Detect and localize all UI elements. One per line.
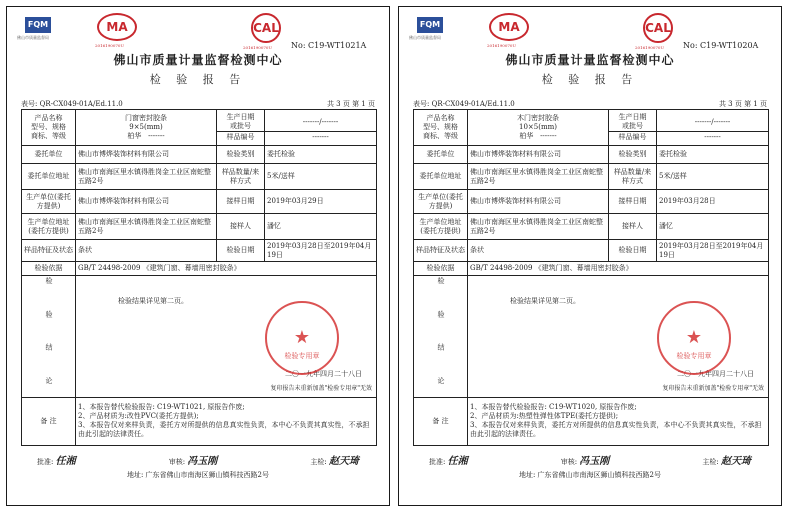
remarks-cell (468, 397, 769, 445)
fqm-logo: FQM (417, 17, 443, 33)
feature-label: 样品特征及状态 (414, 240, 468, 262)
prod-date: -------/------- (302, 118, 339, 126)
maker: 佛山市博烨装饰材料有限公司 (468, 190, 609, 214)
client-addr: 佛山市南海区里水镇得胜岗金工业区南蛇整五路2号 (468, 164, 609, 190)
test-date-label: 检验日期 (609, 240, 657, 262)
remark-item: 2、产品材质为:热塑性弹性体TPE(委托方提供); (470, 412, 619, 421)
remark-label: 备 注 (414, 397, 468, 445)
prod-date: -------/------- (694, 118, 731, 126)
center-address: 地址: 广东省佛山市南海区狮山镇科技西路2号 (518, 471, 662, 479)
test-date-label: 检验日期 (217, 240, 265, 262)
report-meta (413, 99, 767, 109)
qty: 5米/送样 (657, 164, 769, 190)
product-name: 木门密封胶条 (517, 114, 559, 122)
prod-date-label-cell (609, 110, 657, 146)
remark-item: 3、本报告仅对来样负责，委托方对所提供的信息真实性负责，本中心不负责其真实性，不承担由此引起的法律责任。 (470, 421, 762, 439)
fqm-caption: 佛山市质量监督局 (409, 35, 441, 40)
sample-no-label: 样品编号 (609, 131, 656, 142)
prod-date-label: 生产日期 (618, 113, 647, 121)
feature-label: 样品特征及状态 (22, 240, 76, 262)
cma-logo: MA (97, 13, 137, 41)
report-meta (21, 99, 375, 109)
maker-addr-label: 生产单位地址(委托方提供) (22, 214, 76, 240)
brand-label: 商标、等级 (423, 132, 458, 140)
maker-addr: 佛山市南海区里水镇得胜岗金工业区南蛇整五路2号 (468, 214, 609, 240)
cal-logo: CAL (251, 13, 281, 43)
maker-addr: 佛山市南海区里水镇得胜岗金工业区南蛇整五路2号 (76, 214, 217, 240)
report-header (7, 7, 389, 99)
feature: 条状 (468, 240, 609, 262)
basis-label: 检验依据 (414, 262, 468, 276)
receiver-label: 接样人 (609, 214, 657, 240)
report-table (21, 109, 377, 446)
cma-logo: MA (489, 13, 529, 41)
remarks-list (78, 403, 374, 439)
checker-signature: 冯玉刚 (187, 456, 218, 467)
recv-date: 2019年03月29日 (265, 190, 377, 214)
conclusion: 检验结果详见第二页。 (510, 297, 580, 305)
client: 佛山市博烨装饰材料有限公司 (468, 146, 609, 164)
product-name-label: 产品名称 (426, 114, 455, 122)
maker-label: 生产单位(委托方提供) (22, 190, 76, 214)
conclusion-cell (468, 276, 769, 398)
approver-block (429, 452, 468, 467)
page-info: 共 3 页 第 1 页 (326, 100, 375, 108)
basis: GB/T 24498-2009 《建筑门窗、幕墙用密封胶条》 (76, 262, 377, 276)
product-value-cell (76, 110, 217, 146)
maker-signature: 赵天琦 (721, 456, 751, 467)
maker-sign-label: 主检: (702, 458, 719, 466)
maker-sign-label: 主检: (310, 458, 327, 466)
test-type: 委托检验 (265, 146, 377, 164)
cal-caption: 2016190070U (243, 45, 272, 50)
product-name-label: 产品名称 (34, 114, 63, 122)
maker-label: 生产单位(委托方提供) (414, 190, 468, 214)
model-label: 型号、规格 (423, 123, 458, 131)
approver-label: 批准: (37, 458, 54, 466)
prod-date-value-cell (657, 110, 769, 146)
approver-label: 批准: (429, 458, 446, 466)
client-addr-label: 委托单位地址 (414, 164, 468, 190)
report-number: No: C19-WT1021A (291, 41, 367, 50)
center-address: 地址: 广东省佛山市南海区狮山镇科技西路2号 (126, 471, 270, 479)
grade: ------- (540, 132, 557, 140)
seal-date: 二〇一九年四月二十八日 (677, 369, 754, 378)
client-addr-label: 委托单位地址 (22, 164, 76, 190)
checker-label: 审核: (560, 458, 578, 466)
remark-item: 2、产品材质为:改性PVC(委托方提供); (78, 412, 199, 421)
client-addr: 佛山市南海区里水镇得胜岗金工业区南蛇整五路2号 (76, 164, 217, 190)
maker-block (310, 452, 359, 467)
seal-star-icon: ★ (685, 327, 703, 348)
report-title: 检 验 报 告 (149, 73, 247, 86)
product-label-cell (414, 110, 468, 146)
approver-signature: 任湘 (55, 456, 76, 467)
model: 9×5(mm) (129, 123, 163, 131)
org-name: 佛山市质量计量监督检测中心 (113, 53, 283, 67)
sample-no-label: 样品编号 (217, 131, 264, 142)
maker: 佛山市博烨装饰材料有限公司 (76, 190, 217, 214)
receiver: 潘忆 (657, 214, 769, 240)
report-page (6, 6, 390, 506)
brand-label: 商标、等级 (31, 132, 66, 140)
checker-block (169, 452, 218, 467)
remark-item: 3、本报告仅对来样负责，委托方对所提供的信息真实性负责，本中心不负责其真实性，不承担由此引起的法律责任。 (78, 421, 370, 439)
conclusion-label: 检 验 结 论 (22, 276, 76, 398)
basis: GB/T 24498-2009 《建筑门窗、幕墙用密封胶条》 (468, 262, 769, 276)
checker-label: 审核: (168, 458, 186, 466)
seal-note: 复印报告未重新加盖"检验专用章"无效 (270, 384, 372, 392)
maker-signature: 赵天琦 (329, 456, 359, 467)
client-label: 委托单位 (22, 146, 76, 164)
fqm-logo: FQM (25, 17, 51, 33)
test-type-label: 检验类别 (217, 146, 265, 164)
model-label: 型号、规格 (31, 123, 66, 131)
basis-label: 检验依据 (22, 262, 76, 276)
brand: 柏华 (127, 132, 142, 140)
test-date: 2019年03月28日至2019年04月19日 (265, 240, 377, 262)
test-type-label: 检验类别 (609, 146, 657, 164)
qty-label: 样品数量/来样方式 (217, 164, 265, 190)
report-number: No: C19-WT1020A (683, 41, 759, 50)
form-code: 表号: QR-CX049-01A/Ed.11.0 (21, 100, 123, 108)
batch-label: 或批号 (622, 122, 643, 130)
product-value-cell (468, 110, 609, 146)
test-type: 委托检验 (657, 146, 769, 164)
receiver-label: 接样人 (217, 214, 265, 240)
report-page (398, 6, 782, 506)
product-name: 门窗密封胶条 (125, 114, 167, 122)
report-table (413, 109, 769, 446)
cma-caption: 2016190070U (95, 43, 124, 48)
seal-date: 二〇一九年四月二十八日 (285, 369, 362, 378)
grade: ------- (148, 132, 165, 140)
conclusion: 检验结果详见第二页。 (118, 297, 188, 305)
product-label-cell (22, 110, 76, 146)
prod-date-label-cell (217, 110, 265, 146)
approver-block (37, 452, 76, 467)
org-name: 佛山市质量计量监督检测中心 (505, 53, 675, 67)
recv-date: 2019年03月28日 (657, 190, 769, 214)
brand: 柏华 (519, 132, 534, 140)
client-label: 委托单位 (414, 146, 468, 164)
maker-block (702, 452, 751, 467)
page-info: 共 3 页 第 1 页 (718, 100, 767, 108)
cma-caption: 2016190070U (487, 43, 516, 48)
checker-block (561, 452, 610, 467)
receiver: 潘忆 (265, 214, 377, 240)
maker-addr-label: 生产单位地址(委托方提供) (414, 214, 468, 240)
seal-text: 检验专用章 (284, 352, 320, 360)
model: 10×5(mm) (519, 123, 557, 131)
recv-date-label: 接样日期 (609, 190, 657, 214)
seal-note: 复印报告未重新加盖"检验专用章"无效 (662, 384, 764, 392)
seal-star-icon: ★ (293, 327, 311, 348)
report-header (399, 7, 781, 99)
conclusion-cell (76, 276, 377, 398)
sample-no: ------- (265, 131, 376, 142)
conclusion-label: 检 验 结 论 (414, 276, 468, 398)
cal-logo: CAL (643, 13, 673, 43)
checker-signature: 冯玉刚 (579, 456, 610, 467)
sample-no: ------- (657, 131, 768, 142)
signature-row (429, 452, 751, 467)
fqm-caption: 佛山市质量监督局 (17, 35, 49, 40)
qty-label: 样品数量/来样方式 (609, 164, 657, 190)
remark-label: 备 注 (22, 397, 76, 445)
report-title: 检 验 报 告 (541, 73, 639, 86)
feature: 条状 (76, 240, 217, 262)
test-date: 2019年03月28日至2019年04月19日 (657, 240, 769, 262)
signature-row (37, 452, 359, 467)
form-code: 表号: QR-CX049-01A/Ed.11.0 (413, 100, 515, 108)
client: 佛山市博烨装饰材料有限公司 (76, 146, 217, 164)
approver-signature: 任湘 (447, 456, 468, 467)
batch-label: 或批号 (230, 122, 251, 130)
seal-text: 检验专用章 (676, 352, 712, 360)
qty: 5米/送样 (265, 164, 377, 190)
cal-caption: 2016190070U (635, 45, 664, 50)
recv-date-label: 接样日期 (217, 190, 265, 214)
remarks-cell (76, 397, 377, 445)
remarks-list (470, 403, 766, 439)
remark-item: 1、本报告替代检验报告: C19-WT1021, 原报告作废; (78, 403, 245, 412)
prod-date-label: 生产日期 (226, 113, 255, 121)
prod-date-value-cell (265, 110, 377, 146)
remark-item: 1、本报告替代检验报告: C19-WT1020, 原报告作废; (470, 403, 637, 412)
